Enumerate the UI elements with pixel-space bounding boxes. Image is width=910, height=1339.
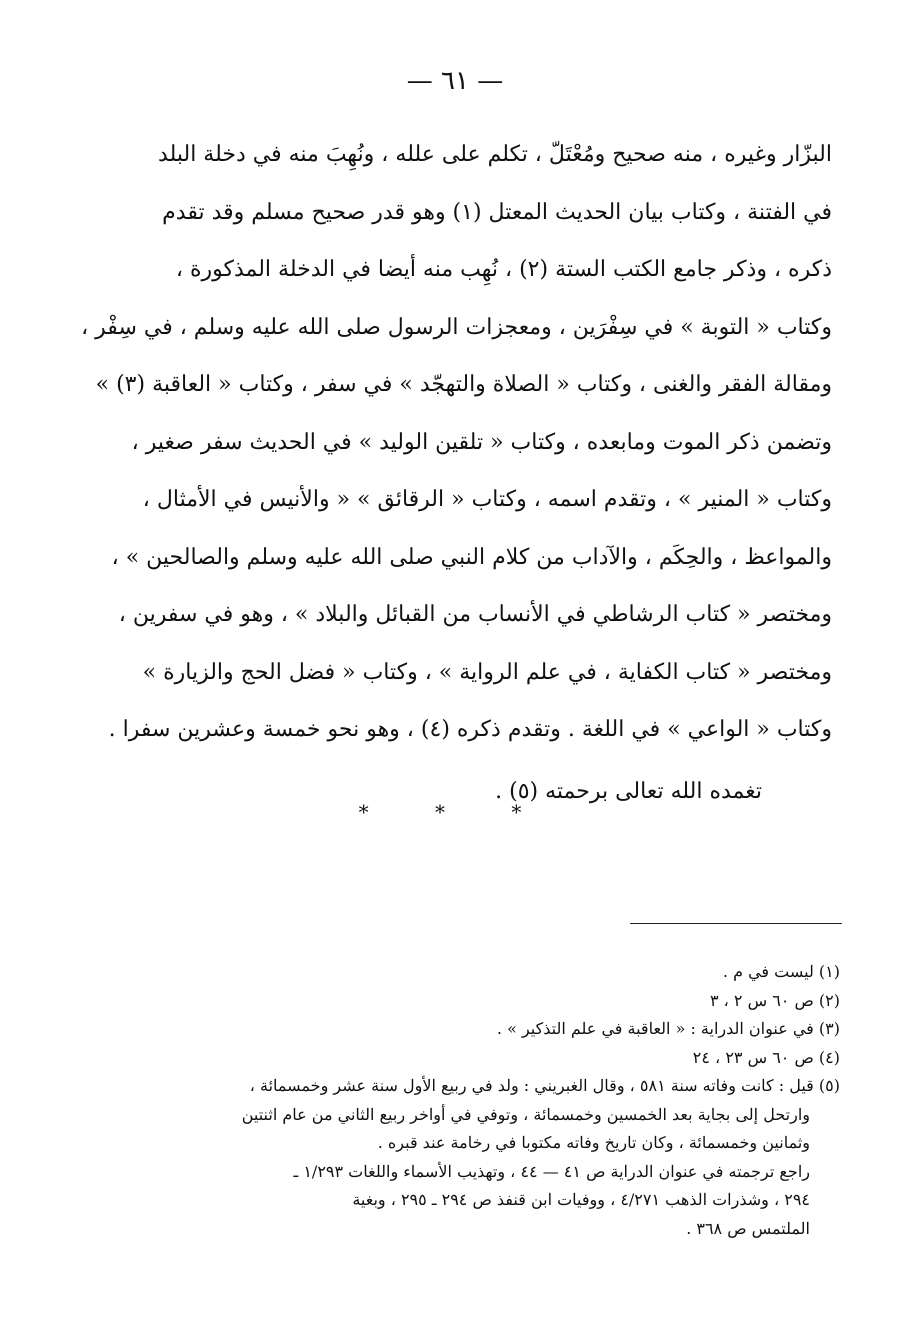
footnote-line: (٤) ص ٦٠ س ٢٣ ، ٢٤: [692, 1047, 840, 1067]
body-line: ومقالة الفقر والغنى ، وكتاب « الصلاة والتهجّد » في سفر ، وكتاب « العاقبة (٣) »: [95, 372, 832, 397]
body-line: وكتاب « الواعي » في اللغة . وتقدم ذكره (٤) ، وهو نحو خمسة وعشرين سفرا .: [108, 717, 832, 742]
body-text: [81, 126, 832, 820]
section-ornament: * * *: [358, 800, 552, 824]
footnote-line: راجع ترجمته في عنوان الدراية ص ٤١ — ٤٤ ، وتهذيب الأسماء واللغات ١/٢٩٣ ـ: [293, 1161, 810, 1181]
footnote-line: الملتمس ص ٣٦٨ .: [686, 1218, 810, 1238]
footnote-line: (٢) ص ٦٠ س ٢ ، ٣: [709, 990, 840, 1010]
footnote-line: ٢٩٤ ، وشذرات الذهب ٤/٢٧١ ، ووفيات ابن قنفذ ص ٢٩٤ ـ ٢٩٥ ، وبغية: [352, 1190, 810, 1209]
footnote-line: (٣) في عنوان الدراية : « العاقبة في علم التذكير » .: [496, 1019, 840, 1038]
body-line: ذكره ، وذكر جامع الكتب الستة (٢) ، نُهِب منه أيضا في الدخلة المذكورة ،: [175, 257, 832, 282]
body-line: في الفتنة ، وكتاب بيان الحديث المعتل (١) وهو قدر صحيح مسلم وقد تقدم: [162, 199, 832, 225]
body-line: ومختصر « كتاب الرشاطي في الأنساب من القبائل والبلاد » ، وهو في سفرين ،: [118, 602, 832, 627]
page-number: — ٦١ —: [406, 66, 504, 96]
body-line: وكتاب « المنير » ، وتقدم اسمه ، وكتاب « الرقائق » « والأنيس في الأمثال ،: [142, 487, 832, 512]
body-line: ومختصر « كتاب الكفاية ، في علم الرواية » ، وكتاب « فضل الحج والزيارة »: [142, 659, 832, 685]
body-line: البزّار وغيره ، منه صحيح ومُعْتَلّ ، تكلم على علله ، ونُهِبَ منه في دخلة البلد: [158, 142, 832, 167]
footnote-line: وثمانين وخمسمائة ، وكان تاريخ وفاته مكتوبا في رخامة عند قبره .: [377, 1133, 810, 1152]
body-line: وكتاب « التوبة » في سِفْرَين ، ومعجزات الرسول صلى الله عليه وسلم ، في سِفْر ،: [81, 314, 832, 340]
body-line: والمواعظ ، والحِكَم ، والآداب من كلام النبي صلى الله عليه وسلم والصالحين » ،: [111, 544, 832, 570]
closing-line: تغمده الله تعالى برحمته (٥) .: [495, 778, 762, 804]
footnote-divider: [630, 923, 842, 924]
footnote-line: وارتحل إلى بجاية بعد الخمسين وخمسمائة ، وتوفي في أواخر ربيع الثاني من عام اثنتين: [241, 1104, 810, 1124]
body-line: وتضمن ذكر الموت ومابعده ، وكتاب « تلقين الوليد » في الحديث سفر صغير ،: [131, 429, 832, 455]
footnote-line: (٥) قيل : كانت وفاته سنة ٥٨١ ، وقال الغبريني : ولد في ربيع الأول سنة عشر وخمسمائة ،: [249, 1076, 840, 1095]
footnote-line: (١) ليست في م .: [722, 962, 840, 981]
footnotes: [150, 958, 840, 1243]
